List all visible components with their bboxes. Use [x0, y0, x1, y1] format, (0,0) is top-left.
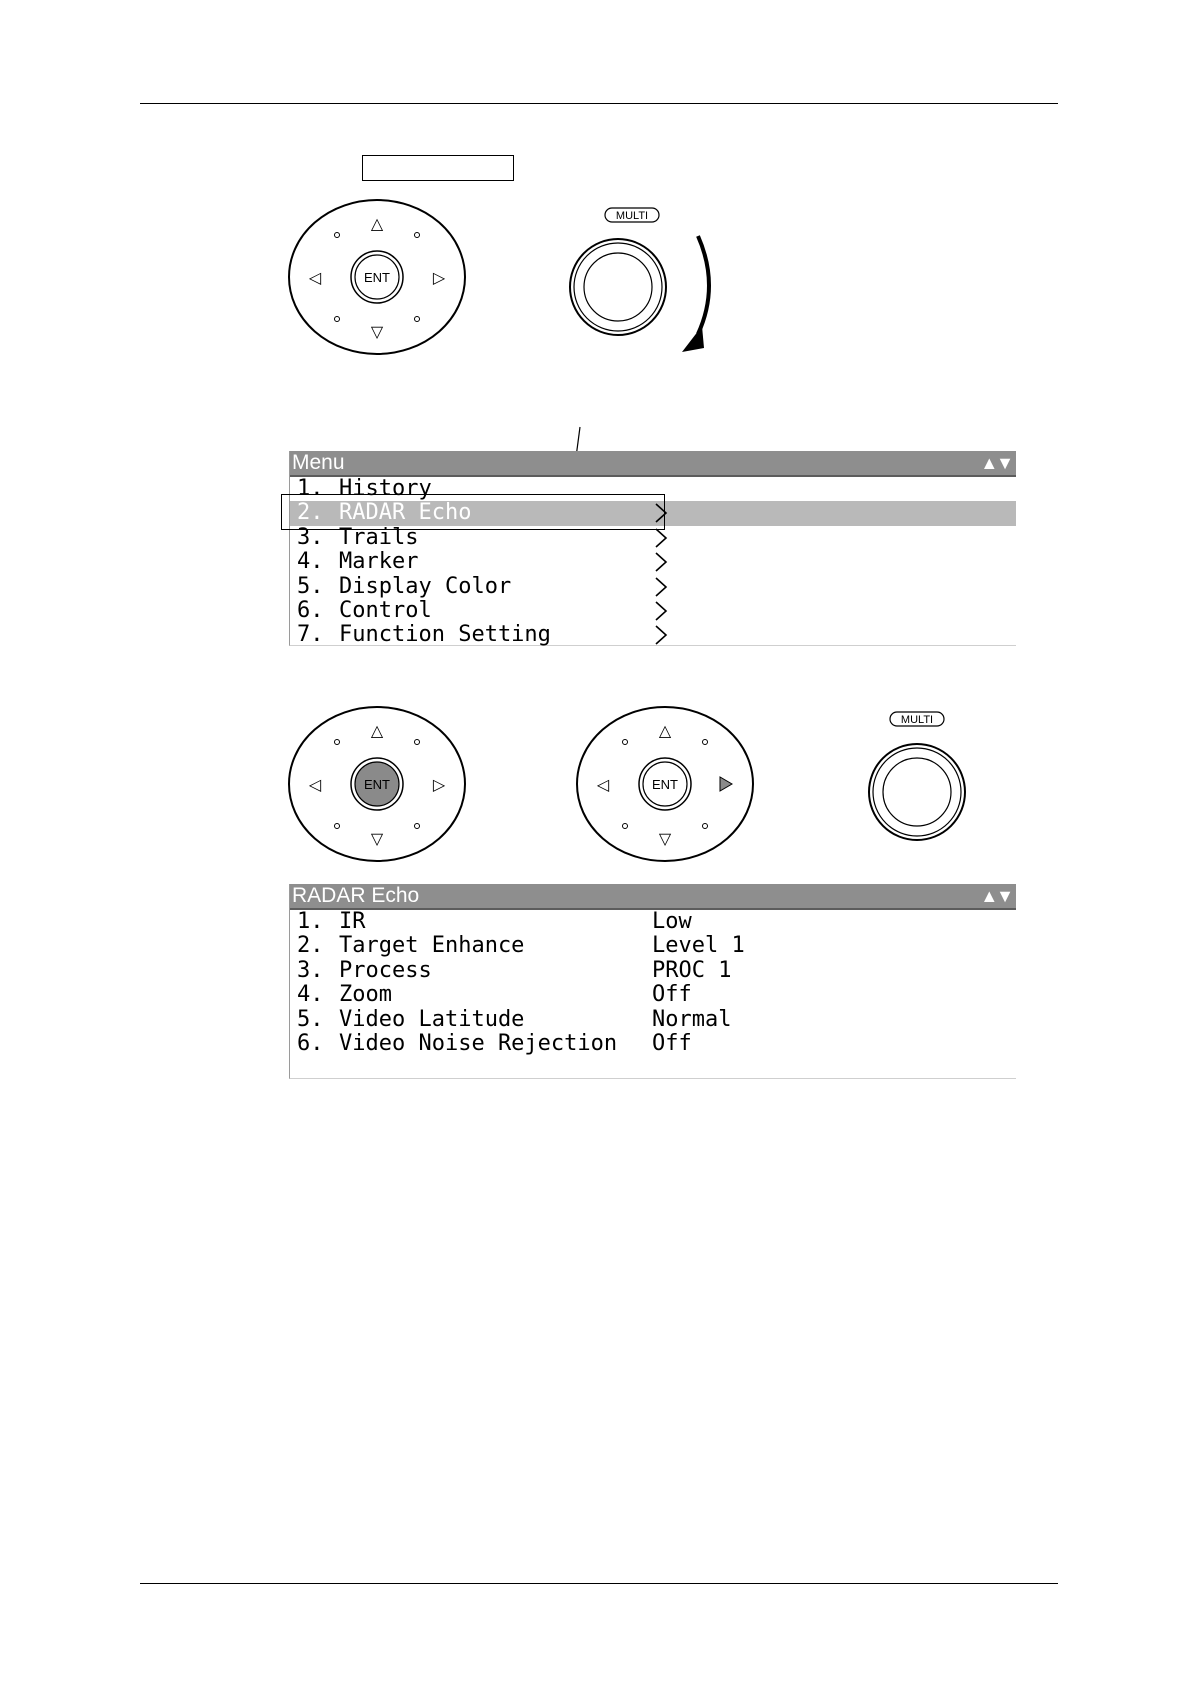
- setting-number: 6.: [297, 1030, 324, 1056]
- scroll-arrows-icon: ▲▼: [980, 453, 1012, 473]
- left-arrow-icon: ◁: [308, 270, 322, 287]
- setting-label: IR: [339, 909, 366, 934]
- multi-knob-step2[interactable]: [860, 710, 980, 860]
- setting-value: Normal: [652, 1006, 732, 1032]
- setting-row[interactable]: [290, 1008, 1016, 1032]
- menu-item-number: 5.: [297, 573, 324, 599]
- setting-row[interactable]: [290, 959, 1016, 983]
- menu-item-number: 3.: [297, 524, 324, 550]
- menu-item-number: 4.: [297, 549, 324, 575]
- radar-echo-list: [290, 910, 1016, 1056]
- menu-item-label: Trails: [339, 524, 419, 550]
- chevron-right-icon: [653, 600, 669, 622]
- cursor-pad-right-pressed[interactable]: [575, 704, 755, 864]
- menu-item-label: Function Setting: [339, 622, 551, 648]
- radar-echo-title-bar: [290, 884, 1016, 910]
- multi-label: MULTI: [615, 210, 649, 222]
- key-label-box: [362, 155, 514, 181]
- menu-item-label: History: [339, 476, 432, 501]
- enter-key-label: ENT: [364, 270, 390, 285]
- setting-row[interactable]: [290, 1032, 1016, 1056]
- setting-label: Target Enhance: [339, 933, 525, 959]
- menu-screen: [289, 451, 1016, 646]
- setting-label: Process: [339, 957, 432, 983]
- menu-item[interactable]: [290, 623, 1016, 647]
- menu-item[interactable]: [290, 575, 1016, 599]
- setting-label: Video Latitude: [339, 1006, 525, 1032]
- setting-number: 2.: [297, 933, 324, 959]
- setting-row[interactable]: [290, 983, 1016, 1007]
- menu-item-label: Control: [339, 597, 432, 623]
- down-arrow-icon: ▽: [370, 831, 384, 848]
- menu-item-number: 2.: [297, 500, 324, 526]
- enter-key-label: ENT: [364, 777, 390, 792]
- menu-item-label: Marker: [339, 549, 419, 575]
- chevron-right-icon: [653, 527, 669, 549]
- menu-item-label: Display Color: [339, 573, 512, 599]
- chevron-right-icon: [653, 576, 669, 598]
- down-arrow-icon: ▽: [370, 324, 384, 341]
- menu-item-number: 1.: [297, 476, 324, 501]
- setting-label: Zoom: [339, 982, 392, 1008]
- setting-number: 4.: [297, 982, 324, 1008]
- scroll-arrows-icon: ▲▼: [980, 886, 1012, 906]
- right-arrow-icon: ▷: [432, 777, 446, 794]
- down-arrow-icon: ▽: [658, 831, 672, 848]
- setting-number: 5.: [297, 1006, 324, 1032]
- menu-title-bar: [290, 451, 1016, 477]
- menu-item[interactable]: [290, 550, 1016, 574]
- setting-value: Off: [652, 982, 692, 1008]
- setting-row[interactable]: [290, 910, 1016, 934]
- cursor-pad-step1[interactable]: [287, 197, 467, 357]
- header-rule: [140, 103, 1058, 104]
- menu-item[interactable]: [290, 599, 1016, 623]
- menu-item-number: 6.: [297, 597, 324, 623]
- menu-title: Menu: [292, 451, 345, 474]
- radar-echo-screen: [289, 884, 1016, 1079]
- setting-value: Level 1: [652, 933, 745, 959]
- up-arrow-icon: △: [658, 723, 672, 740]
- enter-key-label: ENT: [652, 777, 678, 792]
- chevron-right-icon: [653, 551, 669, 573]
- setting-value: PROC 1: [652, 957, 732, 983]
- radar-echo-title: RADAR Echo: [292, 884, 420, 907]
- setting-label: Video Noise Rejection: [339, 1030, 618, 1056]
- left-arrow-icon: ◁: [308, 777, 322, 794]
- footer-rule: [140, 1583, 1058, 1584]
- setting-value: Low: [652, 909, 692, 934]
- setting-row[interactable]: [290, 934, 1016, 958]
- setting-number: 1.: [297, 909, 324, 934]
- menu-item-label: RADAR Echo: [339, 500, 472, 526]
- clockwise-rotation-arrow-icon: [698, 236, 709, 334]
- setting-number: 3.: [297, 957, 324, 983]
- left-arrow-icon: ◁: [596, 777, 610, 794]
- setting-value: Off: [652, 1030, 692, 1056]
- multi-knob-step1[interactable]: [570, 206, 720, 371]
- cursor-pad-enter-pressed[interactable]: [287, 704, 467, 864]
- menu-item-number: 7.: [297, 622, 324, 648]
- right-arrow-icon: ▷: [432, 270, 446, 287]
- up-arrow-icon: △: [370, 216, 384, 233]
- chevron-right-icon: [653, 624, 669, 646]
- selection-highlight-frame: [281, 494, 665, 530]
- multi-label: MULTI: [900, 714, 934, 726]
- up-arrow-icon: △: [370, 723, 384, 740]
